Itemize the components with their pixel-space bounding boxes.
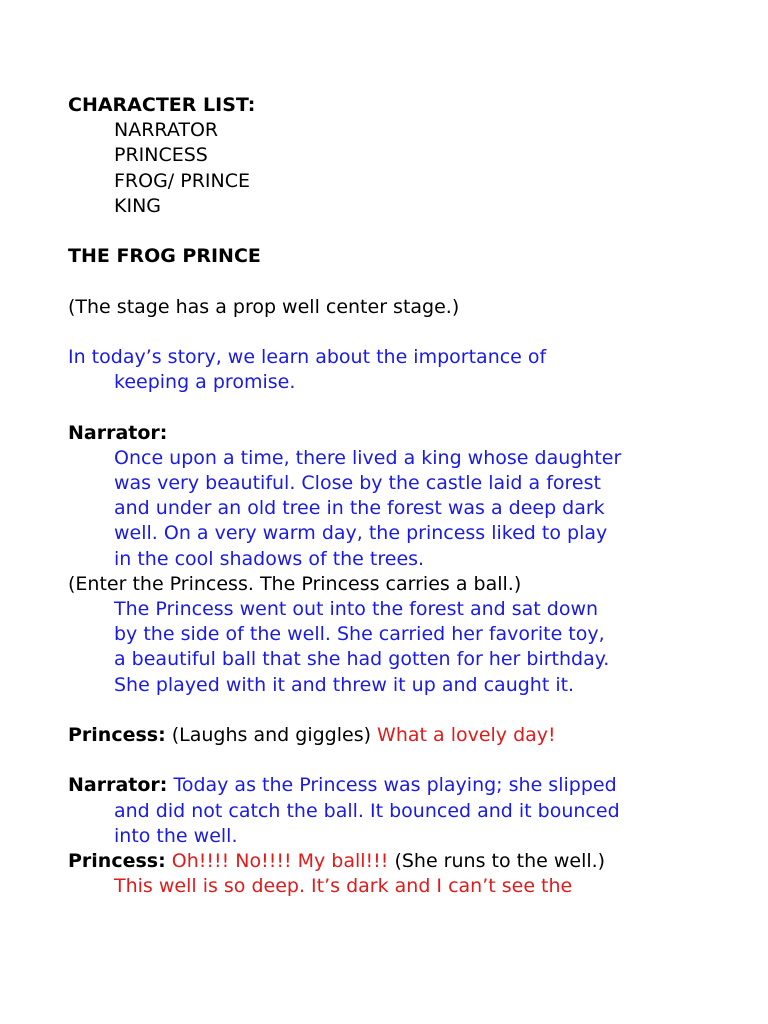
- spacer: [68, 219, 728, 244]
- narrator-line: [68, 773, 728, 798]
- stage-direction: (Laughs and giggles): [171, 724, 371, 746]
- speaker-narrator: Narrator:: [68, 421, 168, 444]
- character-list-item: PRINCESS: [114, 144, 208, 167]
- narration-line: in the cool shadows of the trees.: [114, 547, 425, 570]
- narration-line: into the well.: [114, 824, 238, 847]
- play-title: THE FROG PRINCE: [68, 245, 261, 268]
- character-list-item: KING: [114, 194, 161, 217]
- narration-line: The Princess went out into the forest and sat down: [114, 598, 599, 620]
- character-list-item: NARRATOR: [114, 119, 219, 142]
- spacer: [68, 698, 728, 723]
- spacer: [68, 320, 728, 345]
- stage-note: (The stage has a prop well center stage.): [68, 295, 460, 318]
- character-list-item: FROG/ PRINCE: [114, 169, 250, 192]
- narration-line: was very beautiful. Close by the castle laid a forest: [114, 471, 601, 494]
- narration-line: Once upon a time, there lived a king whose daughter: [114, 446, 622, 469]
- stage-direction: (Enter the Princess. The Princess carries a ball.): [68, 572, 522, 595]
- intro-line: keeping a promise.: [114, 371, 296, 394]
- princess-line: [68, 723, 728, 748]
- narration-line: by the side of the well. She carried her favorite toy,: [114, 623, 605, 646]
- spacer: [68, 269, 728, 294]
- narration-text: Today as the Princess was playing; she slipped: [173, 774, 617, 797]
- spacer: [68, 395, 728, 420]
- princess-speech: What a lovely day!: [377, 724, 556, 746]
- narration-line: a beautiful ball that she had gotten for her birthday.: [114, 648, 610, 671]
- narration-line: and under an old tree in the forest was a deep dark: [114, 497, 605, 520]
- spacer: [68, 748, 728, 773]
- stage-direction: (She runs to the well.): [394, 850, 606, 872]
- narration-line: She played with it and threw it up and caught it.: [114, 673, 575, 696]
- speaker-princess: Princess:: [68, 850, 166, 872]
- speaker-princess: Princess:: [68, 724, 166, 746]
- princess-speech-line: This well is so deep. It’s dark and I can’t see the: [114, 875, 573, 898]
- princess-line: [68, 849, 728, 874]
- character-list-heading: CHARACTER LIST:: [68, 94, 256, 116]
- princess-speech: Oh!!!! No!!!! My ball!!!: [171, 850, 389, 872]
- narration-line: well. On a very warm day, the princess liked to play: [114, 522, 608, 545]
- narration-line: and did not catch the ball. It bounced and it bounced: [114, 799, 620, 822]
- intro-line: In today’s story, we learn about the importance of: [68, 345, 547, 368]
- speaker-narrator: Narrator:: [68, 774, 168, 797]
